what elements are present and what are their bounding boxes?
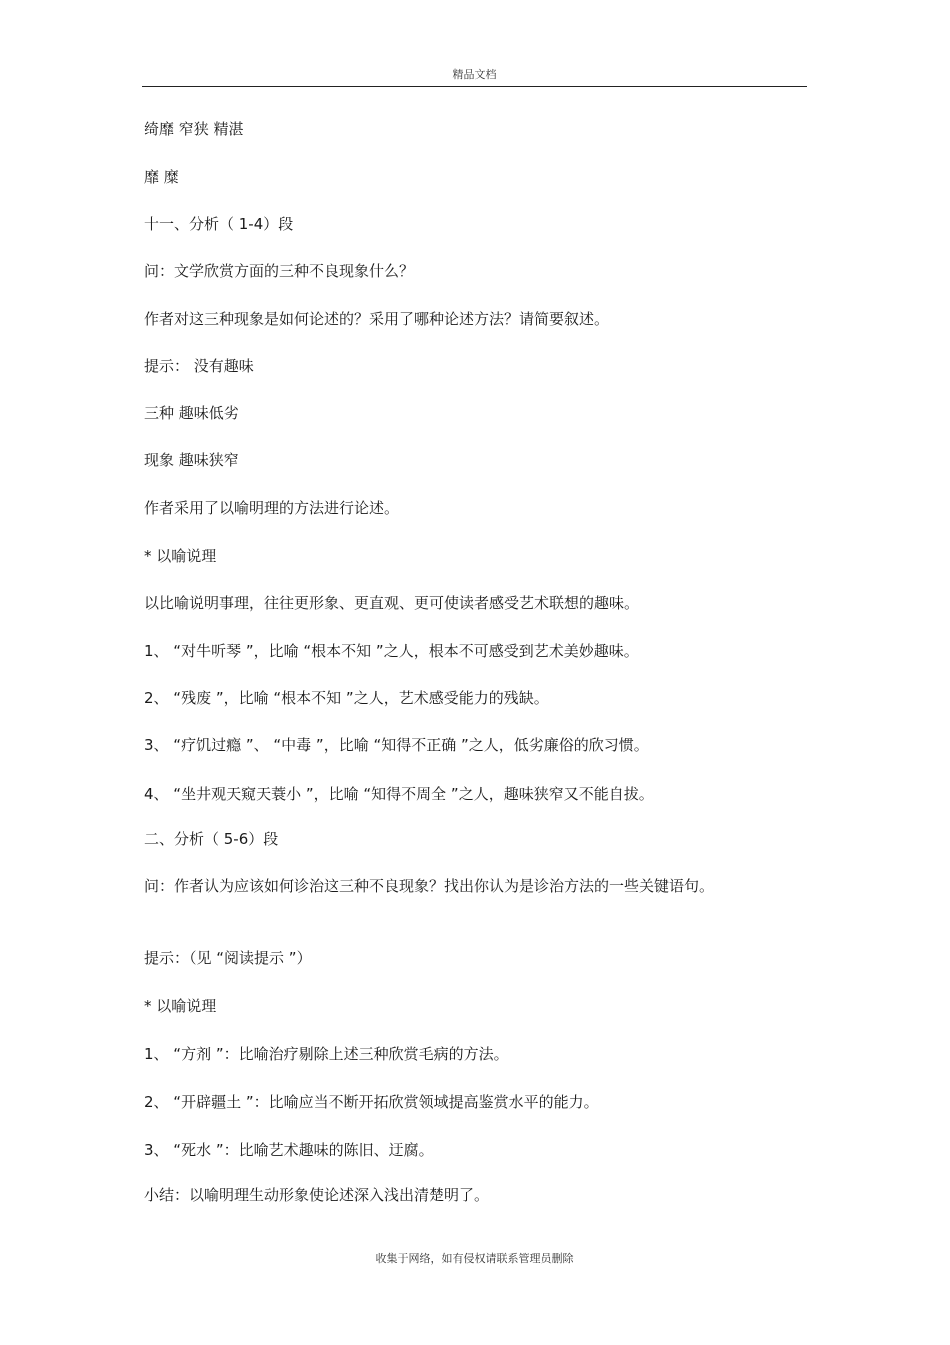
header-divider bbox=[142, 86, 807, 87]
paragraph-text: 作者采用了以喻明理的方法进行论述。 bbox=[144, 499, 400, 517]
bullet-heading: * 以喻说理 bbox=[144, 547, 217, 565]
question-text: 问：文学欣赏方面的三种不良现象什么？ bbox=[144, 262, 415, 280]
section-heading: 十一、分析（ 1-4）段 bbox=[144, 215, 294, 233]
hint-text: 现象 趣味狭窄 bbox=[144, 451, 239, 469]
page-footer: 收集于网络，如有侵权请联系管理员删除 bbox=[375, 1252, 574, 1265]
bullet-heading: * 以喻说理 bbox=[144, 997, 217, 1015]
hint-text: 三种 趣味低劣 bbox=[144, 404, 239, 422]
paragraph-text: 以比喻说明事理，往往更形象、更直观、更可使读者感受艺术联想的趣味。 bbox=[144, 594, 640, 612]
list-item: 3、 “疗饥过瘾 ”、 “中毒 ”，比喻 “知得不正确 ”之人，低劣廉俗的欣习惯。 bbox=[144, 736, 649, 754]
hint-text: 提示：（见 “阅读提示 ”） bbox=[144, 949, 312, 967]
list-item: 4、 “坐井观天窥天蓑小 ”，比喻 “知得不周全 ”之人，趣味狭窄又不能自拔。 bbox=[144, 785, 654, 803]
page-header: 精品文档 bbox=[452, 68, 497, 81]
list-item: 2、 “残废 ”，比喻 “根本不知 ”之人，艺术感受能力的残缺。 bbox=[144, 689, 549, 707]
list-item: 2、 “开辟疆土 ”：比喻应当不断开拓欣赏领域提高鉴赏水平的能力。 bbox=[144, 1093, 599, 1111]
word-list-line: 靡 糜 bbox=[144, 168, 179, 186]
summary-text: 小结：以喻明理生动形象使论述深入浅出清楚明了。 bbox=[144, 1186, 490, 1204]
section-heading: 二、分析（ 5-6）段 bbox=[144, 830, 279, 848]
word-list-line: 绮靡 窄狭 精湛 bbox=[144, 120, 244, 138]
hint-text: 提示： 没有趣味 bbox=[144, 357, 254, 375]
list-item: 1、 “方剂 ”：比喻治疗剔除上述三种欣赏毛病的方法。 bbox=[144, 1045, 509, 1063]
question-text: 问：作者认为应该如何诊治这三种不良现象？找出你认为是诊治方法的一些关键语句。 bbox=[144, 877, 715, 895]
list-item: 3、 “死水 ”：比喻艺术趣味的陈旧、迂腐。 bbox=[144, 1141, 434, 1159]
question-text: 作者对这三种现象是如何论述的？采用了哪种论述方法？请简要叙述。 bbox=[144, 310, 610, 328]
list-item: 1、 “对牛听琴 ”，比喻 “根本不知 ”之人，根本不可感受到艺术美妙趣味。 bbox=[144, 642, 639, 660]
